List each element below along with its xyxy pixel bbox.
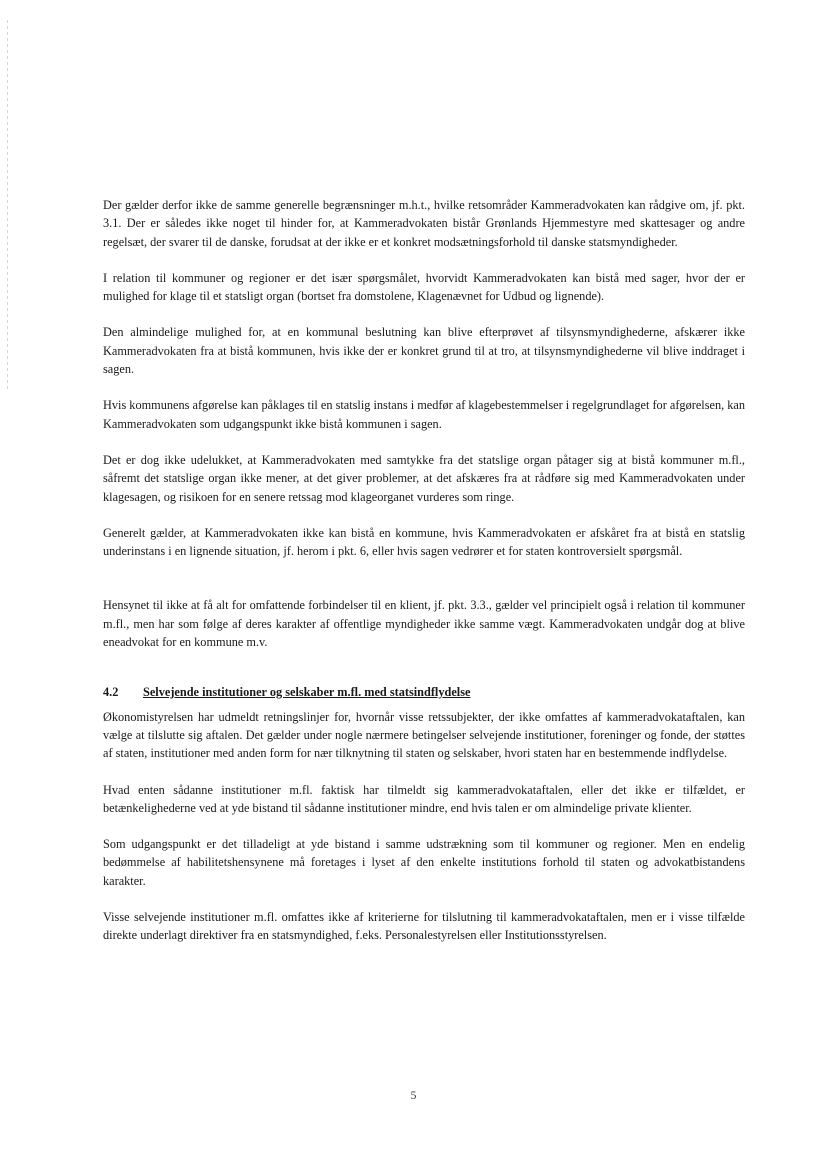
document-body [103, 196, 745, 945]
section-title: Selvejende institutioner og selskaber m.fl. med statsindflydelse [143, 685, 471, 700]
section-number: 4.2 [103, 685, 119, 700]
paragraph: Hensynet til ikke at få alt for omfattende forbindelser til en klient, jf. pkt. 3.3., gælder vel principielt også i relation til kommuner m.fl., men har som følge af deres karakter af offentlige myndigheder ikke samme vægt. Kammeradvokaten undgår dog at blive eneadvokat for en kommune m.v. [103, 598, 745, 650]
paragraph: Visse selvejende institutioner m.fl. omfattes ikke af kriterierne for tilslutning til kammeradvokataftalen, men er i visse tilfælde direkte underlagt direktiver fra en statsmyndighed, f.eks. Personalestyrelsen eller Institutionsstyrelsen. [103, 910, 745, 943]
page-number: 5 [410, 1090, 417, 1102]
paragraph: Generelt gælder, at Kammeradvokaten ikke kan bistå en kommune, hvis Kammeradvokaten er afskåret fra at bistå en statslig underinstans i en lignende situation, jf. herom i pkt. 6, eller hvis sagen vedrører et for staten kontroversielt spørgsmål. [103, 525, 745, 559]
paragraph: Hvis kommunens afgørelse kan påklages til en statslig instans i medfør af klagebestemmelser i regelgrundlaget for afgørelsen, kan Kammeradvokaten som udgangspunkt ikke bistå kommunen i sagen. [103, 398, 745, 431]
paragraph: I relation til kommuner og regioner er det især spørgsmålet, hvorvidt Kammeradvokaten kan bistå med sager, hvor der er mulighed for klage til et statsligt organ (bortset fra domstolene, Klagenævnet for Udbud og lignende). [103, 270, 745, 304]
paragraph: Økonomistyrelsen har udmeldt retningslinjer for, hvornår visse retssubjekter, der ikke omfattes af kammeradvokataftalen, kan vælge at tilslutte sig aftalen. Det gælder under nogle nærmere betingelser selvejende institutioner, foreninger og fonde, der støttes af staten, institutioner med anden form for nær tilknytning til staten og selskaber, hvori staten har en bestemmende indflydelse. [103, 709, 745, 761]
paragraph: Den almindelige mulighed for, at en kommunal beslutning kan blive efterprøvet af tilsynsmyndighederne, afskærer ikke Kammeradvokaten fra at bistå kommunen, hvis ikke der er konkret grund til at tro, at tilsynsmyndighederne vil blive inddraget i sagen. [103, 325, 745, 377]
section-heading [103, 683, 745, 701]
scan-edge-artifact [7, 20, 8, 390]
paragraph: Det er dog ikke udelukket, at Kammeradvokaten med samtykke fra det statslige organ påtager sig at bistå kommuner m.fl., såfremt det statslige organ ikke mener, at det giver problemer, at det afskæres fra at rådføre sig med Kammeradvokaten under klagesagen, og risikoen for en senere retssag mod klageorganet vurderes som ringe. [103, 452, 745, 504]
paragraph: Som udgangspunkt er det tilladeligt at yde bistand i samme udstrækning som til kommuner og regioner. Men en endelig bedømmelse af habilitetshensynene må foretages i lyset af den enkelte institutions forhold til staten og advokatbistandens karakter. [103, 837, 745, 888]
paragraph: Hvad enten sådanne institutioner m.fl. faktisk har tilmeldt sig kammeradvokataftalen, eller det ikke er tilfældet, er betænkelighederne ved at yde bistand til sådanne institutioner mindre, end hvis talen er om almindelige private klienter. [103, 782, 745, 815]
paragraph: Der gælder derfor ikke de samme generelle begrænsninger m.h.t., hvilke retsområder Kammeradvokaten kan rådgive om, jf. pkt. 3.1. Der er således ikke noget til hinder for, at Kammeradvokaten bistår Grønlands Hjemmestyre med skattesager og andre regelsæt, der svarer til de danske, forudsat at der ikke er et konkret modsætningsforhold til danske statsmyndigheder. [103, 198, 745, 249]
